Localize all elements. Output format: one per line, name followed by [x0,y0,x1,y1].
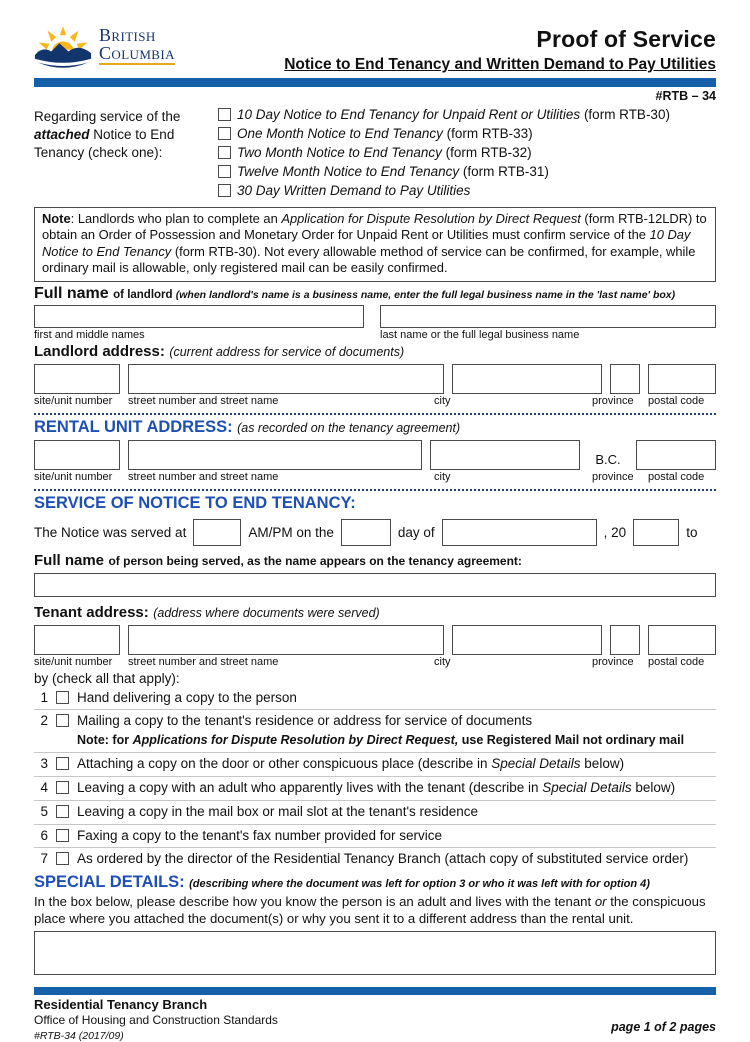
methods-intro: by (check all that apply): [34,670,180,686]
landlord-name-title: Full name [34,284,109,302]
landlord-name-field-labels [34,329,716,341]
postal-code-label: postal code [648,655,705,668]
landlord-address-field-labels [34,395,716,407]
tenant-address-hint: (address where documents were served) [153,605,380,620]
service-datetime-line [34,519,716,546]
street-label: street number and street name [128,470,279,483]
footer-divider-bar [34,987,716,995]
served-at-text: The Notice was served at [34,524,187,540]
street-label: street number and street name [128,655,279,668]
day-of-text: day of [397,524,435,540]
landlord-city-input[interactable] [452,364,602,394]
site-unit-label: site/unit number [34,470,113,483]
served-month-input[interactable] [442,519,597,546]
method-number: 1 [40,689,48,705]
footer-form-code: #RTB-34 (2017/09) [34,1029,124,1042]
option-name: 30 Day Written Demand to Pay Utilities [237,183,471,198]
special-details-hint: (describing where the document was left for option 3 or who it was left with for option 4) [189,878,650,891]
special-details-description [34,893,716,927]
city-label: city [434,394,451,407]
method-row-7 [34,848,716,871]
notice-option-rtb32 [218,145,716,160]
page-title: Proof of Service [536,26,716,52]
notice-type-label-emph: attached [34,126,90,142]
rental-site-unit-input[interactable] [34,440,120,470]
method-2-note [77,733,684,749]
year-prefix-text: , 20 [603,524,627,540]
logo-line1: British [99,25,156,46]
tenant-address-heading [34,604,716,622]
postal-code-label: postal code [648,394,705,407]
notice-option-rtb31 [218,164,716,179]
option-label [237,164,549,179]
landlord-street-input[interactable] [128,364,444,394]
page-subtitle: Notice to End Tenancy and Written Demand to Pay Utilities [284,56,716,73]
option-label [237,126,533,141]
bc-sun-mountains-icon [34,24,92,68]
rental-address-hint: (as recorded on the tenancy agreement) [237,420,461,435]
option-form: (form RTB-30) [580,107,670,122]
notice-type-label [34,105,215,202]
method-row-3 [34,753,716,777]
province-label: province [592,655,634,668]
bc-government-logo [34,22,175,68]
special-desc-italic: or [594,894,607,910]
option-label [237,107,670,122]
notice-type-options [215,105,716,202]
method-label [77,713,684,749]
method-text: Leaving a copy in the mail box or mail slot at the tenant's residence [77,803,479,819]
checkbox-director-ordered[interactable] [56,852,69,865]
method-number: 3 [40,755,48,771]
checkbox-faxing[interactable] [56,829,69,842]
served-person-name-title: Full name [34,551,105,569]
method-row-6 [34,825,716,849]
method-row-2 [34,710,716,753]
site-unit-label: site/unit number [34,655,113,668]
method-label [77,804,478,821]
rental-province-value: B.C. [595,451,621,467]
special-desc-2: the conspicuous place where you attached the document(s) or why you sent it to a different address than the rental unit. [34,894,706,927]
checkbox-two-month-notice[interactable] [218,146,231,159]
site-unit-label: site/unit number [34,394,113,407]
notice-option-rtb30 [218,107,716,122]
footer-branch-name: Residential Tenancy Branch [34,996,208,1012]
tenant-province-input[interactable] [610,625,640,655]
city-label: city [434,655,451,668]
special-details-heading [34,873,716,892]
option-form: (form RTB-33) [442,126,533,141]
method-number: 2 [40,713,48,729]
note-text-2: (form RTB-12LDR) to obtain an Order of Possession and Monetary Order for Unpaid Rent or Utilities must confirm service of the [42,211,707,243]
served-person-name-subtitle: of person being served, as the name appears on the tenancy agreement: [108,553,522,568]
header-divider-bar [34,78,716,87]
landlord-name-hint: (when landlord's name is a business name, enter the full legal business name in the 'last name' box) [175,288,676,301]
method-text: Mailing a copy to the tenant's residence or address for service of documents [77,713,533,729]
to-text: to [686,524,698,540]
method-text: Attaching a copy on the door or other conspicuous place (describe in [77,755,492,771]
checkbox-leaving-with-adult[interactable] [56,781,69,794]
method-text-post: below) [580,755,625,771]
option-name: One Month Notice to End Tenancy [237,126,443,141]
option-name: Two Month Notice to End Tenancy [237,145,442,160]
method-text: Hand delivering a copy to the person [77,689,297,705]
ampm-text: AM/PM on the [248,524,334,540]
notice-option-rtb33 [218,126,716,141]
method-row-4 [34,777,716,801]
service-section-title: SERVICE OF NOTICE TO END TENANCY: [34,493,356,512]
note-text-1: : Landlords who plan to complete an [70,211,282,226]
landlord-address-heading [34,343,716,361]
landlord-name-fields [34,305,716,328]
landlord-name-subtitle: of landlord [113,288,176,301]
served-time-input[interactable] [193,519,241,546]
note-italic-2: 10 Day Notice to End Tenancy [42,227,691,259]
notice-type-section [34,105,716,202]
option-name: 10 Day Notice to End Tenancy for Unpaid Rent or Utilities [237,107,581,122]
method-label [77,780,675,797]
tenant-address-title: Tenant address: [34,603,149,621]
rental-address-heading [34,418,716,437]
method-row-1 [34,687,716,711]
tenant-postal-code-input[interactable] [648,625,716,655]
option-form: (form RTB-31) [459,164,549,179]
method-number: 4 [40,779,48,795]
bc-logo-wordmark [99,27,175,64]
logo-line2: Columbia [99,45,175,65]
checkbox-hand-delivering[interactable] [56,691,69,704]
footer-left [34,997,278,1042]
method-text-italic: Special Details [542,779,632,795]
footer-page-indicator: page 1 of 2 pages [611,1019,716,1034]
notice-type-label-pre: Regarding service of the [34,109,181,124]
first-middle-names-label: first and middle names [34,328,145,341]
landlord-address-hint: (current address for service of documents) [169,344,405,359]
method-text-italic: Special Details [491,755,581,771]
checkbox-10-day-notice[interactable] [218,108,231,121]
rental-postal-code-input[interactable] [636,440,716,470]
form-header [34,22,716,74]
method-label [77,851,688,868]
method-text: Faxing a copy to the tenant's fax number provided for service [77,827,443,843]
street-label: street number and street name [128,394,279,407]
rental-city-input[interactable] [430,440,580,470]
note-italic-1: Application for Dispute Resolution by Direct Request [281,211,581,226]
form-footer [34,987,716,1042]
method-note-italic: Applications for Dispute Resolution by Direct Request, [132,733,459,748]
tenant-site-unit-input[interactable] [34,625,120,655]
landlord-site-unit-input[interactable] [34,364,120,394]
section-separator [34,413,716,415]
special-details-title: SPECIAL DETAILS: [34,873,185,892]
checkbox-twelve-month-notice[interactable] [218,165,231,178]
landlord-first-middle-name-input[interactable] [34,305,364,328]
note-text-3: (form RTB-30). Not every allowable method of service can be confirmed, for example, while ordinary mail is allowable, only registered mail can be easily confirmed. [42,243,696,276]
landlord-address-title: Landlord address: [34,342,165,360]
notice-option-30-day-utilities [218,183,716,198]
method-note-post: use Registered Mail not ordinary mail [458,733,685,748]
landlord-province-input[interactable] [610,364,640,394]
served-person-heading [34,552,716,570]
method-label [77,828,442,845]
method-row-5 [34,801,716,825]
landlord-address-fields [34,364,716,394]
landlord-last-name-input[interactable] [380,305,716,328]
city-label: city [434,470,451,483]
checkbox-mailing[interactable] [56,714,69,727]
tenant-street-input[interactable] [128,625,444,655]
checkbox-attaching-to-door[interactable] [56,757,69,770]
footer-body [34,997,716,1042]
header-titles [175,22,716,74]
option-name: Twelve Month Notice to End Tenancy [237,164,460,179]
served-person-name-input[interactable] [34,573,716,597]
province-label: province [592,394,634,407]
served-year-input[interactable] [633,519,679,546]
rental-address-field-labels [34,471,716,483]
method-number: 7 [40,851,48,867]
province-label: province [592,470,634,483]
served-day-input[interactable] [341,519,391,546]
postal-code-label: postal code [648,470,705,483]
checkbox-one-month-notice[interactable] [218,127,231,140]
method-text-post: below) [631,779,676,795]
rental-address-title: RENTAL UNIT ADDRESS: [34,417,233,436]
section-separator [34,489,716,491]
special-desc-1: In the box below, please describe how you know the person is an adult and lives with the tenant [34,894,595,910]
last-name-label: last name or the full legal business name [380,328,580,341]
notice-type-label-post: Notice to End Tenancy (check one): [34,126,175,160]
landlord-postal-code-input[interactable] [648,364,716,394]
service-methods-list [34,687,716,872]
method-number: 5 [40,803,48,819]
checkbox-mailbox[interactable] [56,805,69,818]
tenant-city-input[interactable] [452,625,602,655]
special-details-input[interactable] [34,931,716,975]
tenant-address-field-labels [34,656,716,668]
checkbox-30-day-written-demand[interactable] [218,184,231,197]
option-label [237,145,532,160]
option-form: (form RTB-32) [441,145,532,160]
option-label [237,183,470,198]
tenant-address-fields [34,625,716,655]
rental-street-input[interactable] [128,440,422,470]
form-number: #RTB – 34 [655,89,716,103]
method-text: As ordered by the director of the Residential Tenancy Branch (attach copy of substituted service order) [77,851,689,867]
footer-office-name: Office of Housing and Construction Standards [34,1012,278,1027]
note-label: Note [42,211,71,226]
rental-address-fields [34,440,716,470]
method-label [77,756,624,773]
method-number: 6 [40,827,48,843]
note-box [34,207,716,282]
method-text: Leaving a copy with an adult who apparently lives with the tenant (describe in [77,779,543,795]
method-label [77,690,297,707]
method-note-pre: Note: for [77,733,133,748]
landlord-name-heading [34,285,716,303]
